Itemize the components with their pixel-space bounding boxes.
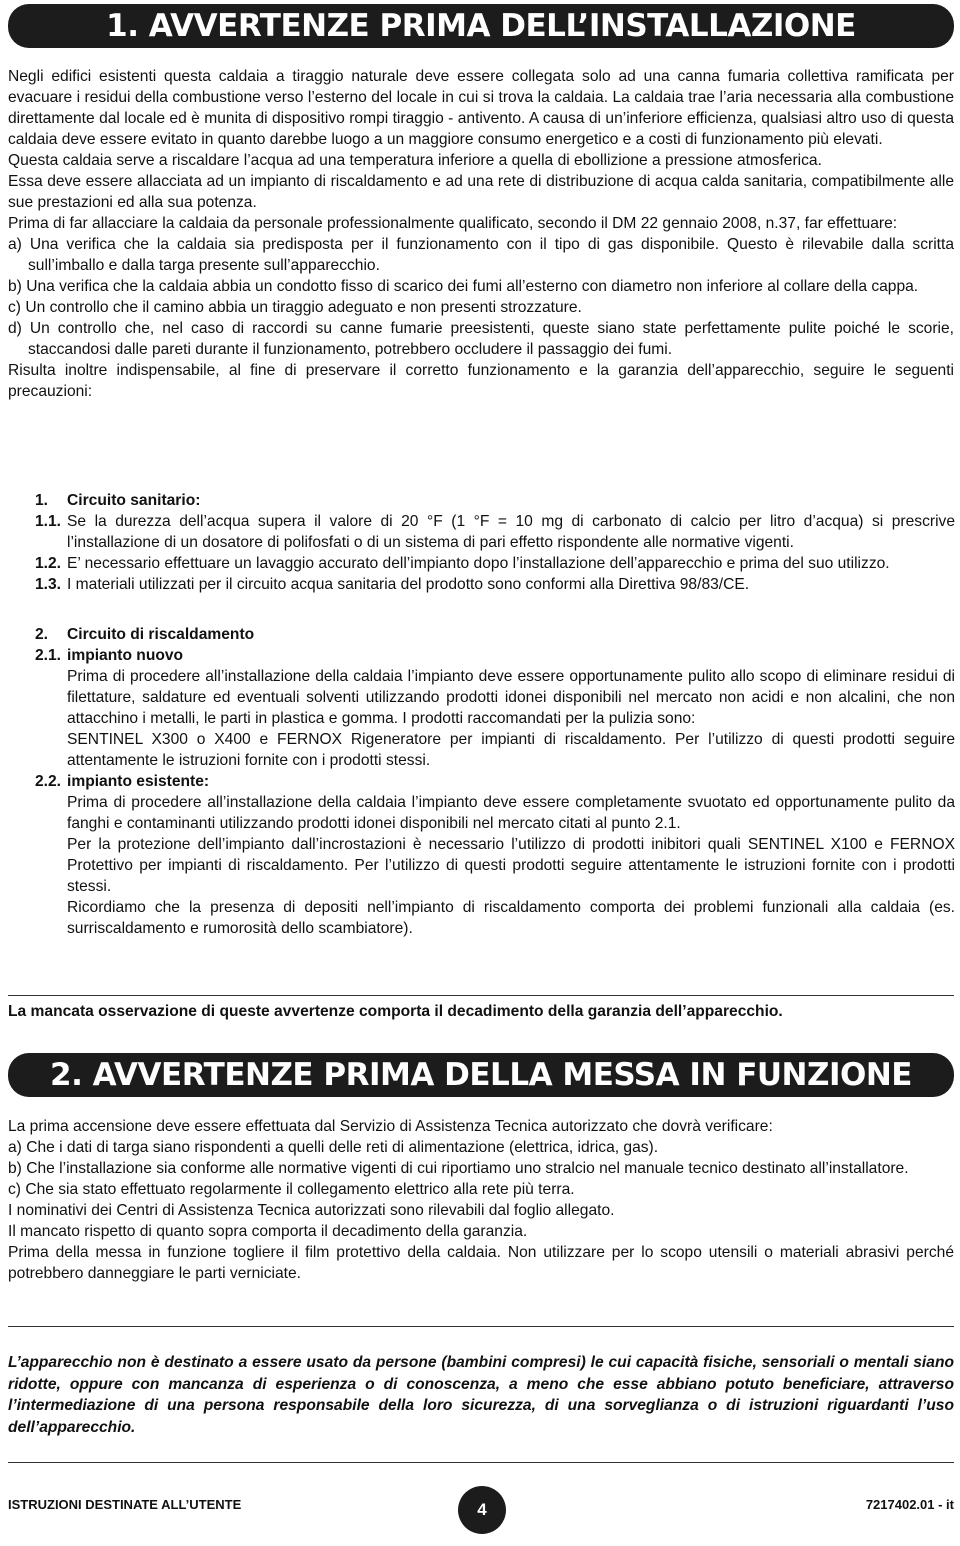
list-item: c) Che sia stato effettuato regolarmente il collegamento elettrico alla rete più terra. bbox=[8, 1181, 575, 1198]
section2-title: 2. AVVERTENZE PRIMA DELLA MESSA IN FUNZIONE bbox=[8, 1053, 954, 1097]
paragraph: SENTINEL X300 o X400 e FERNOX Rigeneratore per impianti di riscaldamento. Per l’utilizzo di questi prodotti seguire attentamente le istruzioni fornite con i prodotti stessi. bbox=[67, 731, 955, 769]
divider bbox=[8, 1462, 954, 1463]
circuit2-heading: 2. Circuito di riscaldamento bbox=[35, 626, 255, 643]
paragraph: Prima di far allacciare la caldaia da personale professionalmente qualificato, secondo il DM 22 gennaio 2008, n.37, far effettuare: bbox=[8, 215, 898, 232]
divider bbox=[8, 1326, 954, 1327]
list-item: 1.1. Se la durezza dell’acqua supera il valore di 20 °F (1 °F = 10 mg di carbonato di calcio per litro d’acqua) si prescrive l’installazione di un dosatore di polifosfati o di un sistema di pari effetto rispondente alle normative vigenti. bbox=[35, 513, 955, 551]
warranty-warning: La mancata osservazione di queste avvertenze comporta il decadimento della garanzia dell’apparecchio. bbox=[8, 1003, 783, 1020]
list-item: 1.2. E’ necessario effettuare un lavaggio accurato dell’impianto dopo l’installazione dell’apparecchio e prima del suo utilizzo. bbox=[35, 555, 890, 572]
check-list bbox=[8, 234, 954, 360]
new-system-heading: 2.1. impianto nuovo bbox=[35, 647, 184, 664]
list-item: d) Un controllo che, nel caso di raccordi su canne fumarie preesistenti, queste siano state perfettamente pulite poiché le scorie, staccandosi dalle pareti durante il funzionamento, potrebbero occludere il passaggio dei fumi. bbox=[8, 320, 954, 358]
list-item: 1.3. I materiali utilizzati per il circuito acqua sanitaria del prodotto sono conformi alla Direttiva 98/83/CE. bbox=[35, 576, 750, 593]
section1-title: 1. AVVERTENZE PRIMA DELL’INSTALLAZIONE bbox=[8, 4, 954, 48]
list-item: a) Una verifica che la caldaia sia predisposta per il funzionamento con il tipo di gas disponibile. Questo è rilevabile dalla scritta sull’imballo e dalla targa presente sull’apparecchio. bbox=[8, 236, 954, 274]
safety-note: L’apparecchio non è destinato a essere usato da persone (bambini compresi) le cui capacità fisiche, sensoriali o mentali siano ridotte, oppure con mancanza di esperienza o di conoscenza, a meno che esse abbiano potuto beneficiare, attraverso l’intermediazione di una persona responsabile della loro sicurezza, di una sorveglianza o di istruzioni riguardanti l’uso dell’apparecchio. bbox=[8, 1354, 954, 1436]
footer-right: 7217402.01 - it bbox=[865, 1497, 954, 1512]
paragraph: Risulta inoltre indispensabile, al fine di preservare il corretto funzionamento e la garanzia dell’apparecchio, seguire le seguenti precauzioni: bbox=[8, 362, 954, 400]
paragraph: Ricordiamo che la presenza di depositi nell’impianto di riscaldamento comporta dei problemi funzionali alla caldaia (es. surriscaldamento e rumorosità dello scambiatore). bbox=[67, 899, 955, 937]
paragraph: Prima di procedere all’installazione della caldaia l’impianto deve essere completamente svuotato ed opportunamente pulito da fanghi e contaminanti utilizzando prodotti idonei disponibili nel mercato citati al punto 2.1. bbox=[67, 794, 955, 832]
paragraph: Essa deve essere allacciata ad un impianto di riscaldamento e ad una rete di distribuzione di acqua calda sanitaria, compatibilmente alle sue prestazioni ed alla sua potenza. bbox=[8, 173, 954, 211]
circuit1-heading: 1. Circuito sanitario: bbox=[35, 492, 201, 509]
existing-system-heading: 2.2. impianto esistente: bbox=[35, 773, 210, 790]
section2-body bbox=[8, 1116, 954, 1284]
paragraph: Negli edifici esistenti questa caldaia a tiraggio naturale deve essere collegata solo ad una canna fumaria collettiva ramificata per evacuare i residui della combustione verso l’esterno del locale in cui si trova la caldaia. La caldaia trae l’aria necessaria alla combustione direttamente dal locale ed è munita di dispositivo rompi tiraggio - antivento. A causa di un’inferiore efficienza, qualsiasi altro uso di questa caldaia deve essere evitato in quanto darebbe luogo a un maggiore consumo energetico e a costi di funzionamento più elevati. bbox=[8, 68, 954, 148]
paragraph: Questa caldaia serve a riscaldare l’acqua ad una temperatura inferiore a quella di ebollizione a pressione atmosferica. bbox=[8, 152, 822, 169]
footer-left: ISTRUZIONI DESTINATE ALL’UTENTE bbox=[8, 1497, 242, 1512]
section1-intro bbox=[8, 66, 954, 402]
list-item: a) Che i dati di targa siano rispondenti a quelli delle reti di alimentazione (elettrica, idrica, gas). bbox=[8, 1139, 659, 1156]
paragraph: La prima accensione deve essere effettuata dal Servizio di Assistenza Tecnica autorizzato che dovrà verificare: bbox=[8, 1118, 773, 1135]
divider bbox=[8, 995, 954, 996]
precautions-list bbox=[35, 490, 955, 939]
paragraph: I nominativi dei Centri di Assistenza Tecnica autorizzati sono rilevabili dal foglio allegato. bbox=[8, 1202, 615, 1219]
paragraph: Per la protezione dell’impianto dall’incrostazioni è necessario l’utilizzo di prodotti inibitori quali SENTINEL X100 e FERNOX Protettivo per impianti di riscaldamento. Per l’utilizzo di questi prodotti seguire attentamente le istruzioni fornite con i prodotti stessi. bbox=[67, 836, 955, 895]
list-item: c) Un controllo che il camino abbia un tiraggio adeguato e non presenti strozzature. bbox=[8, 299, 582, 316]
list-item: b) Che l’installazione sia conforme alle normative vigenti di cui riportiamo uno stralcio nel manuale tecnico destinato all’installatore. bbox=[8, 1160, 909, 1177]
page-number: 4 bbox=[458, 1486, 506, 1534]
list-item: b) Una verifica che la caldaia abbia un condotto fisso di scarico dei fumi all’esterno con diametro non inferiore al collare della cappa. bbox=[8, 278, 919, 295]
check-list bbox=[8, 1137, 954, 1200]
paragraph: Prima di procedere all’installazione della caldaia l’impianto deve essere opportunamente pulito allo scopo di eliminare residui di filettature, saldature ed eventuali solventi utilizzando prodotti idonei disponibili nel mercato non acidi e non alcalini, che non attacchino i metalli, le parti in plastica e gomma. I prodotti raccomandati per la pulizia sono: bbox=[67, 668, 955, 727]
paragraph: Il mancato rispetto di quanto sopra comporta il decadimento della garanzia. bbox=[8, 1223, 528, 1240]
paragraph: Prima della messa in funzione togliere il film protettivo della caldaia. Non utilizzare per lo scopo utensili o materiali abrasivi perché potrebbero danneggiare le parti verniciate. bbox=[8, 1244, 954, 1282]
